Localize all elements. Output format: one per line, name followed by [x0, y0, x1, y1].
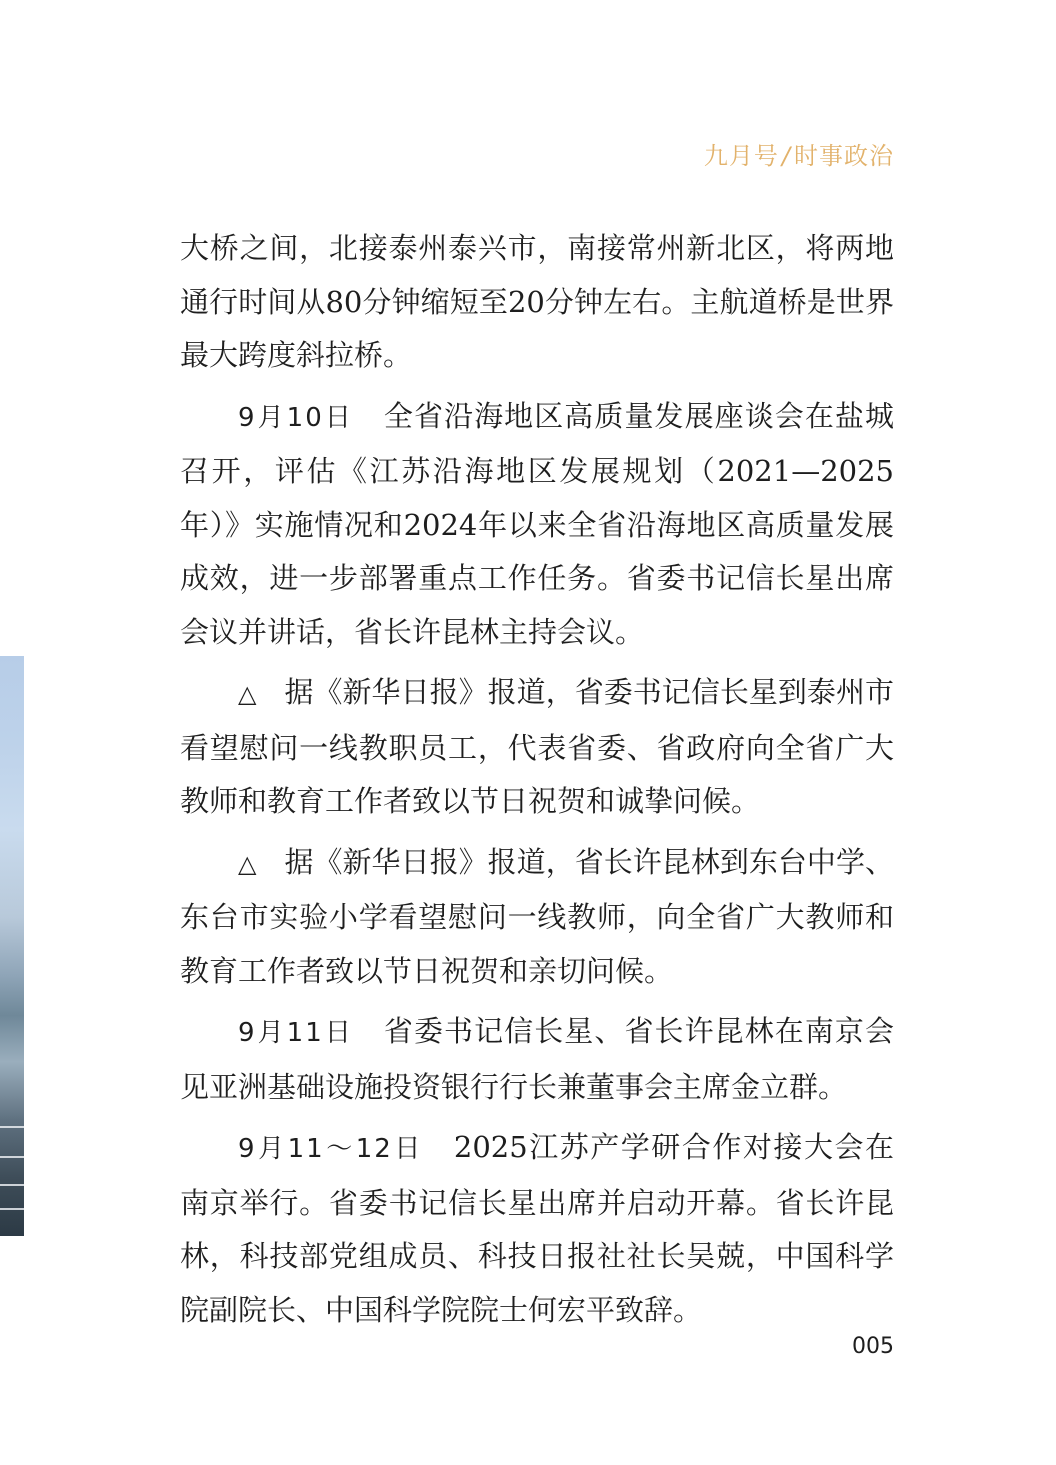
section-label: 时事政治: [794, 142, 894, 170]
entry-date: 9月10日: [238, 402, 354, 433]
entry-date: 9月11日: [238, 1018, 354, 1048]
triangle-marker: △: [238, 849, 257, 878]
paragraph-text: 全省沿海地区高质量发展座谈会在盐城召开，评估《江苏沿海地区发展规划（2021—2025年）》实施情况和2024年以来全省沿海地区高质量发展成效，进一步部署重点工作任务。省委书记信长星出席会议并讲话，省长许昆林主持会议。: [180, 398, 894, 649]
paragraph-text: 据《新华日报》报道，省长许昆林到东台中学、东台市实验小学看望慰问一线教师，向全省广大教师和教育工作者致以节日祝贺和亲切问候。: [180, 844, 894, 988]
issue-label: 九月号: [703, 142, 779, 170]
paragraph-text: 省委书记信长星、省长许昆林在南京会见亚洲基础设施投资银行行长兼董事会主席金立群。: [180, 1014, 894, 1104]
header-separator: /: [781, 142, 791, 170]
paragraph: [180, 222, 894, 383]
paragraph-text: 大桥之间，北接泰州泰兴市，南接常州新北区，将两地通行时间从80分钟缩短至20分钟左右。主航道桥是世界最大跨度斜拉桥。: [180, 231, 894, 372]
paragraph: [180, 1005, 894, 1114]
paragraph-text: 2025江苏产学研合作对接大会在南京举行。省委书记信长星出席并启动开幕。省长许昆林，科技部党组成员、科技日报社社长吴兢，中国科学院副院长、中国科学院院士何宏平致辞。: [180, 1130, 894, 1327]
page-number: 005: [852, 1334, 894, 1359]
paragraph: [180, 1121, 894, 1337]
paragraph: [180, 836, 894, 999]
triangle-marker: △: [238, 680, 257, 708]
article-body: [180, 222, 894, 1344]
running-header: [704, 136, 894, 171]
paragraph-text: 据《新华日报》报道，省委书记信长星到泰州市看望慰问一线教职员工，代表省委、省政府向全省广大教师和教育工作者致以节日祝贺和诚挚问候。: [180, 675, 894, 818]
paragraph: [180, 666, 894, 829]
entry-date: 9月11～12日: [238, 1134, 424, 1164]
side-photo-strip: [0, 656, 24, 1236]
paragraph: [180, 390, 894, 660]
